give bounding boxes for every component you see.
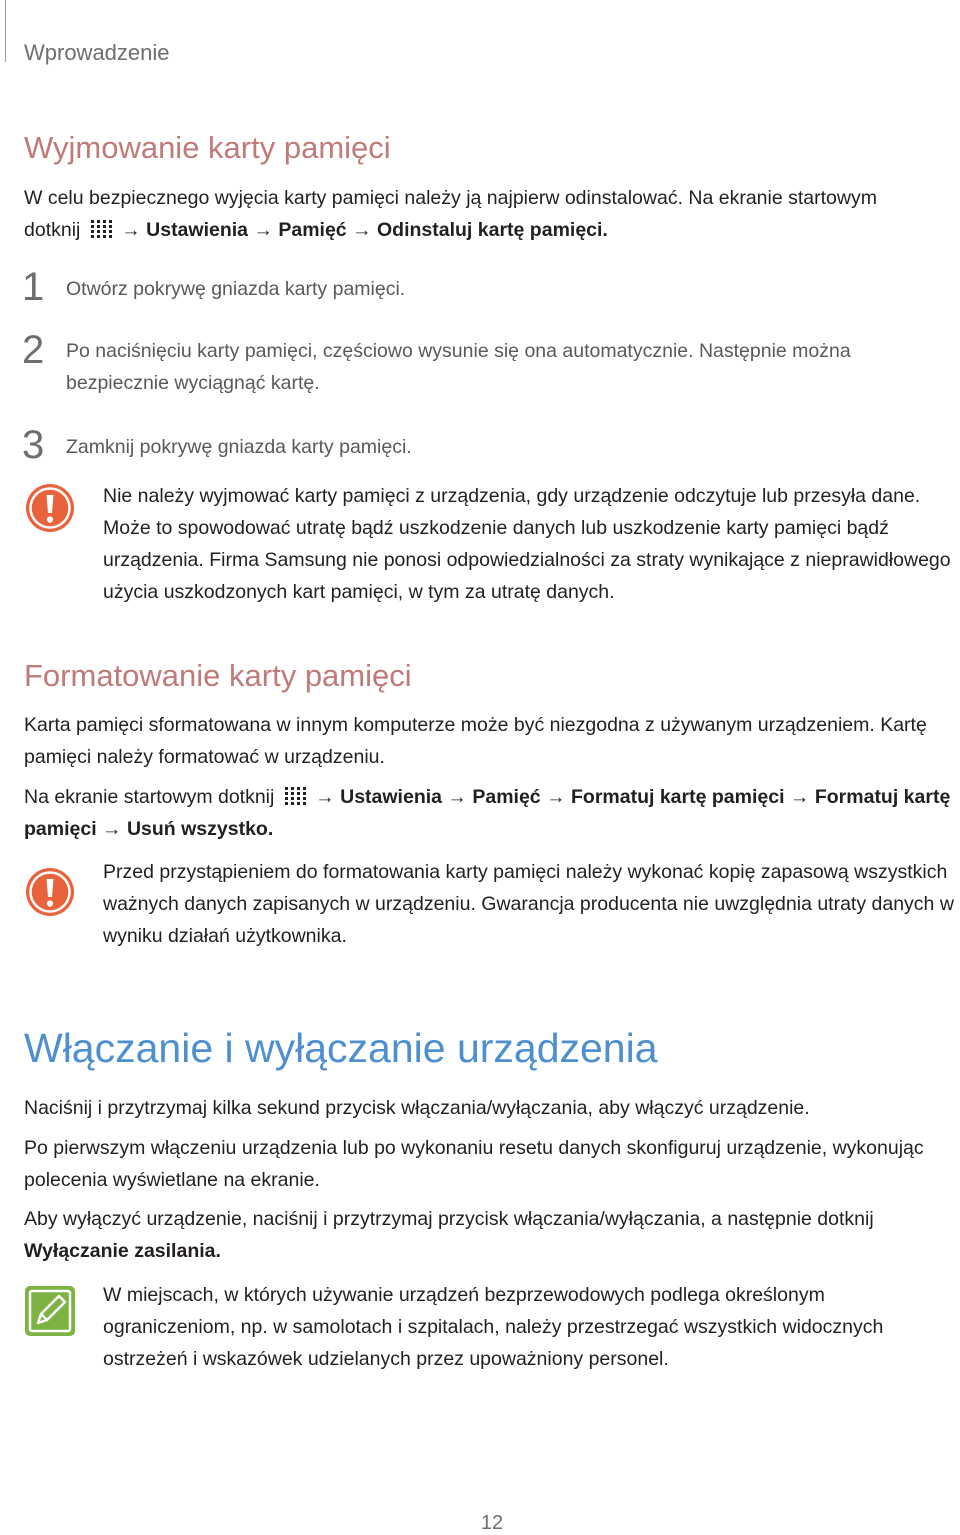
path-item-settings: Ustawienia bbox=[146, 219, 249, 241]
warning-icon bbox=[24, 482, 76, 534]
path-arrow: → bbox=[121, 219, 141, 241]
warning-text: Przed przystąpieniem do formatowania karty pamięci należy wykonać kopię zapasową wszystkich ważnych danych zapisanych w urządzeniu. Gwarancja producenta nie uwzględnia utraty danych w wyniku działań użytkownika. bbox=[103, 861, 954, 947]
power-off-pre: Aby wyłączyć urządzenie, naciśnij i przytrzymaj przycisk włączania/wyłączania, a następnie dotknij bbox=[24, 1208, 874, 1230]
power-paragraph-2: Po pierwszym włączeniu urządzenia lub po wykonaniu resetu danych skonfiguruj urządzenie, wykonując polecenia wyświetlane na ekranie. bbox=[24, 1137, 924, 1191]
apps-grid-icon bbox=[90, 219, 112, 239]
section-title-power: Włączanie i wyłączanie urządzenia bbox=[24, 1025, 658, 1071]
page-edge-line bbox=[5, 0, 6, 62]
intro-line-1: W celu bezpiecznego wyjęcia karty pamięci należy ją najpierw odinstalować. Na ekranie startowym bbox=[24, 187, 877, 209]
step-text: Otwórz pokrywę gniazda karty pamięci. bbox=[66, 278, 406, 300]
note-pencil-icon bbox=[24, 1285, 76, 1337]
step-number: 3 bbox=[22, 423, 45, 467]
format-paragraph-2 bbox=[24, 781, 954, 845]
format-paragraph-1: Karta pamięci sformatowana w innym komputerze może być niezgodna z używanym urządzeniem. Kartę pamięci należy formatować w urządzeniu. bbox=[24, 714, 927, 768]
path-arrow: → bbox=[315, 786, 335, 808]
path-item-storage: Pamięć bbox=[472, 786, 541, 808]
page-number: 12 bbox=[480, 1512, 504, 1534]
path-item-settings: Ustawienia bbox=[340, 786, 442, 808]
path-arrow: → bbox=[102, 818, 122, 840]
running-header: Wprowadzenie bbox=[24, 40, 170, 65]
path-item-storage: Pamięć bbox=[278, 219, 347, 241]
path-arrow: → bbox=[253, 219, 273, 241]
power-paragraph-1: Naciśnij i przytrzymaj kilka sekund przycisk włączania/wyłączania, aby włączyć urządzenie. bbox=[24, 1097, 810, 1119]
warning-text: Nie należy wyjmować karty pamięci z urządzenia, gdy urządzenie odczytuje lub przesyła dane. Może to spowodować utratę bądź uszkodzenie danych lub uszkodzenie karty pamięci bądź urządzenia. Firma Samsung nie ponosi odpowiedzialności za straty wynikające z nieprawidłowego użycia uszkodzonych kart pamięci, w tym za utratę danych. bbox=[103, 485, 951, 603]
section-title-format-card: Formatowanie karty pamięci bbox=[24, 658, 412, 693]
step-text: Po naciśnięciu karty pamięci, częściowo wysunie się ona automatycznie. Następnie można bezpiecznie wyciągnąć kartę. bbox=[66, 340, 851, 394]
power-off-option: Wyłączanie zasilania. bbox=[24, 1240, 221, 1262]
intro-paragraph bbox=[24, 182, 954, 246]
step-text: Zamknij pokrywę gniazda karty pamięci. bbox=[66, 436, 412, 458]
warning-icon bbox=[24, 866, 76, 918]
intro-line-2-pre: dotknij bbox=[24, 219, 81, 241]
path-item-format-card: Formatuj kartę pamięci bbox=[571, 786, 785, 808]
path-item-format-card-confirm: Formatuj kartę pamięci bbox=[24, 786, 951, 840]
format-path-pre: Na ekranie startowym dotknij bbox=[24, 786, 275, 808]
path-arrow: → bbox=[789, 786, 810, 808]
path-arrow: → bbox=[447, 786, 467, 808]
path-arrow: → bbox=[352, 219, 372, 241]
section-title-remove-card: Wyjmowanie karty pamięci bbox=[24, 130, 391, 165]
note-text: W miejscach, w których używanie urządzeń bezprzewodowych podlega określonym ograniczeniom, np. w samolotach i szpitalach, należy przestrzegać wszystkich widocznych ostrzeżeń i wskazówek udzielanych przez upoważniony personel. bbox=[103, 1284, 884, 1370]
path-arrow: → bbox=[546, 786, 566, 808]
step-number: 1 bbox=[22, 265, 45, 309]
step-number: 2 bbox=[22, 328, 45, 372]
apps-grid-icon bbox=[284, 786, 306, 806]
path-item-delete-all: Usuń wszystko. bbox=[126, 818, 274, 840]
power-paragraph-3 bbox=[24, 1203, 954, 1267]
path-item-unmount: Odinstaluj kartę pamięci. bbox=[377, 219, 608, 241]
